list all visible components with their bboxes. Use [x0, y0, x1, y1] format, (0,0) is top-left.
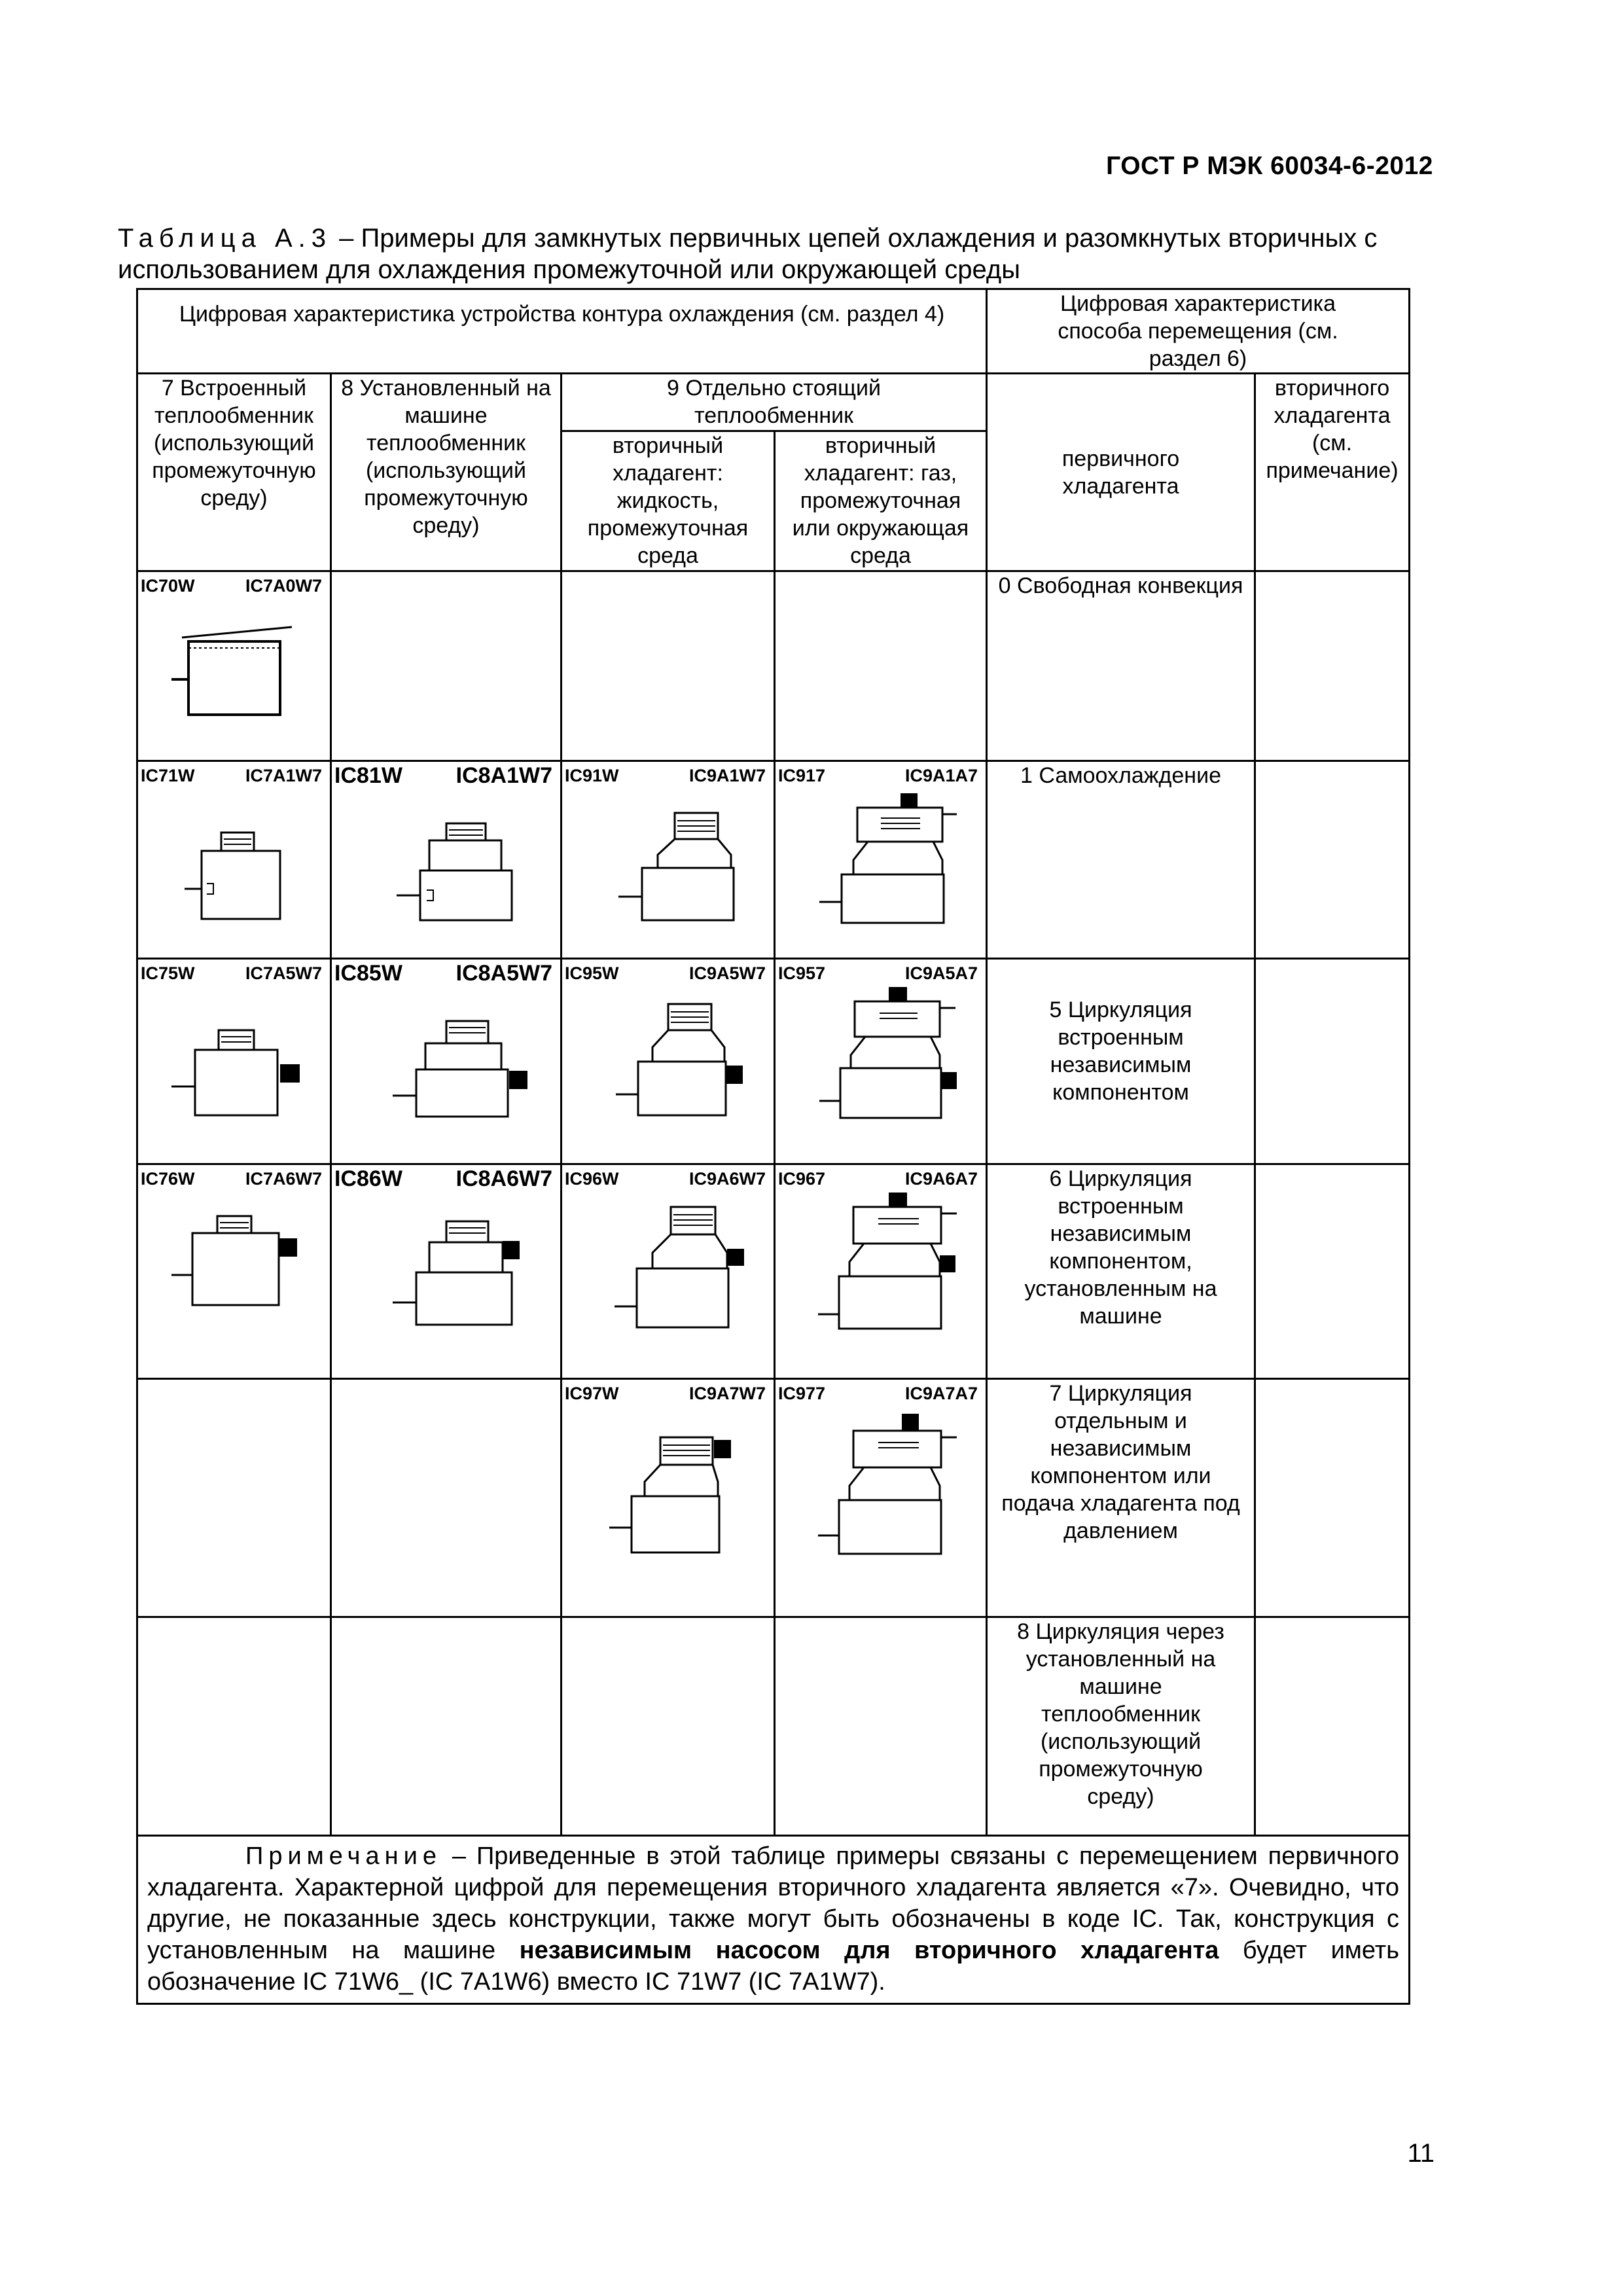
ic-code-pair — [138, 1165, 330, 1190]
document-header: ГОСТ Р МЭК 60034-6-2012 — [1106, 152, 1433, 180]
ic-code-full: IC7A1W7 — [245, 766, 322, 785]
cell-ic76w — [137, 1164, 331, 1379]
table-caption-label: Таблица А.3 — [118, 224, 332, 253]
machine-diagram-icon — [590, 984, 747, 1128]
empty-cell — [137, 1617, 331, 1836]
ic-code-full: IC8A5W7 — [455, 961, 552, 986]
ic-code-pair — [562, 762, 774, 787]
head-movement-method: Цифровая характеристика способа перемещения (см. раздел 6) — [987, 289, 1410, 374]
cell-ic977 — [775, 1379, 987, 1617]
empty-cell — [331, 1617, 562, 1836]
ic-code: IC977 — [778, 1384, 826, 1403]
ic-code-full: IC9A6W7 — [688, 1169, 766, 1189]
empty-cell — [1255, 761, 1410, 959]
col-secondary-header: вторичного хладагента (см. примечание) — [1255, 374, 1410, 571]
table-row — [137, 1617, 1410, 1836]
cell-ic97w — [562, 1379, 775, 1617]
ic-code: IC96W — [565, 1169, 619, 1189]
empty-cell — [562, 1617, 775, 1836]
ic-code: IC91W — [565, 766, 619, 785]
empty-cell — [1255, 1164, 1410, 1379]
cell-ic70w — [137, 571, 331, 761]
empty-cell — [137, 1379, 331, 1617]
cell-ic957 — [775, 959, 987, 1164]
mode-7: 7 Циркуляция отдельным и независимым компонентом или подача хладагента под давлением — [987, 1379, 1255, 1617]
machine-diagram-icon — [169, 787, 300, 931]
empty-cell — [331, 1379, 562, 1617]
mode-0: 0 Свободная конвекция — [987, 571, 1255, 761]
cell-ic917 — [775, 761, 987, 959]
mode-5: 5 Циркуляция встроенным независимым компонентом — [987, 959, 1255, 1164]
ic-code-full: IC9A7A7 — [904, 1384, 978, 1403]
note-label: Примечание — [245, 1842, 442, 1870]
table-row — [137, 1379, 1410, 1617]
ic-code-pair — [138, 762, 330, 787]
machine-diagram-icon — [590, 1405, 747, 1562]
ic-code: IC85W — [334, 961, 402, 986]
ic-code-pair — [562, 960, 774, 984]
ic-code-full: IC9A1A7 — [904, 766, 978, 785]
machine-diagram-icon — [368, 787, 525, 931]
ic-code-pair — [776, 960, 986, 984]
note-text-1: – Приведенные в этой таблице примеры связаны с перемещением первичного хладагента. Характерной цифрой для перемещения вторичного хладагента является «7». Очевидно, что другие, не показанные здесь конструкции, также могут быть обозначены в коде IC. Так, конструкция с установленным на машине — [147, 1842, 1400, 1964]
machine-diagram-icon — [590, 787, 747, 931]
ic-code: IC967 — [778, 1169, 826, 1189]
table-note — [137, 1836, 1410, 2004]
machine-diagram-icon — [361, 984, 531, 1128]
empty-cell — [1255, 1617, 1410, 1836]
cell-ic91w — [562, 761, 775, 959]
machine-diagram-icon — [802, 787, 959, 931]
table-row — [137, 959, 1410, 1164]
ic-code: IC95W — [565, 963, 619, 983]
ic-code-full: IC9A1W7 — [688, 766, 766, 785]
machine-diagram-icon — [361, 1190, 531, 1340]
cell-ic86w — [331, 1164, 562, 1379]
ic-code-full: IC8A1W7 — [455, 763, 552, 788]
empty-cell — [331, 571, 562, 761]
empty-cell — [1255, 959, 1410, 1164]
col-9a-header: вторичный хладагент: жидкость, промежуточная среда — [562, 431, 775, 571]
ic-code-full: IC7A6W7 — [245, 1169, 322, 1189]
ic-code-full: IC7A0W7 — [245, 576, 322, 596]
ic-code-full: IC9A5W7 — [688, 963, 766, 983]
mode-6: 6 Циркуляция встроенным независимым компонентом, установленным на машине — [987, 1164, 1255, 1379]
empty-cell — [1255, 1379, 1410, 1617]
cell-ic81w — [331, 761, 562, 959]
empty-cell — [775, 1617, 987, 1836]
cooling-methods-table — [136, 288, 1410, 2005]
cell-ic75w — [137, 959, 331, 1164]
table-row — [137, 571, 1410, 761]
ic-code-full: IC9A6A7 — [904, 1169, 978, 1189]
machine-diagram-icon — [169, 597, 300, 728]
ic-code: IC86W — [334, 1166, 402, 1191]
ic-code: IC81W — [334, 763, 402, 788]
empty-cell — [562, 571, 775, 761]
ic-code-pair — [138, 572, 330, 597]
note-bold: независимым насосом для вторичного хладагента — [519, 1937, 1219, 1964]
cell-ic71w — [137, 761, 331, 959]
ic-code-pair — [332, 762, 560, 787]
table-row — [137, 761, 1410, 959]
ic-code: IC957 — [778, 963, 826, 983]
col-7-header: 7 Встроенный теплообменник (использующий промежуточную среду) — [137, 374, 331, 571]
machine-diagram-icon — [156, 984, 313, 1128]
cell-ic85w — [331, 959, 562, 1164]
ic-code-pair — [562, 1380, 774, 1405]
machine-diagram-icon — [802, 1190, 959, 1340]
col-primary-header: первичного хладагента — [987, 374, 1255, 571]
mode-8: 8 Циркуляция через установленный на машине теплообменник (использующий промежуточную среду) — [987, 1617, 1255, 1836]
note-text-2: будет иметь обозначение IC 71W6_ (IC 7A1W6) вместо IC 71W7 (IC 7A1W7). — [147, 1937, 1400, 1996]
cell-ic96w — [562, 1164, 775, 1379]
mode-1: 1 Самоохлаждение — [987, 761, 1255, 959]
machine-diagram-icon — [802, 984, 959, 1128]
ic-code-full: IC9A5A7 — [904, 963, 978, 983]
ic-code-full: IC8A6W7 — [455, 1166, 552, 1191]
ic-code: IC70W — [141, 576, 195, 596]
ic-code-pair — [332, 960, 560, 984]
empty-cell — [1255, 571, 1410, 761]
page-number: 11 — [1407, 2139, 1435, 2168]
table-caption-text: – Примеры для замкнутых первичных цепей охлаждения и разомкнутых вторичных с использованием для охлаждения промежуточной или окружающей среды — [118, 224, 1378, 284]
cell-ic95w — [562, 959, 775, 1164]
empty-cell — [775, 571, 987, 761]
ic-code-pair — [776, 762, 986, 787]
ic-code-pair — [562, 1165, 774, 1190]
table-caption — [118, 223, 1440, 285]
col-9b-header: вторичный хладагент: газ, промежуточная или окружающая среда — [775, 431, 987, 571]
machine-diagram-icon — [802, 1405, 959, 1562]
machine-diagram-icon — [156, 1190, 313, 1334]
ic-code-pair — [332, 1165, 560, 1190]
col-9-header: 9 Отдельно стоящий теплообменник — [562, 374, 987, 431]
head-cooling-circuit: Цифровая характеристика устройства контура охлаждения (см. раздел 4) — [137, 289, 987, 374]
ic-code-full: IC7A5W7 — [245, 963, 322, 983]
table-row — [137, 1164, 1410, 1379]
ic-code: IC917 — [778, 766, 826, 785]
col-8-header: 8 Установленный на машине теплообменник (использующий промежуточную среду) — [331, 374, 562, 571]
ic-code: IC97W — [565, 1384, 619, 1403]
ic-code-pair — [776, 1380, 986, 1405]
machine-diagram-icon — [590, 1190, 747, 1340]
cell-ic967 — [775, 1164, 987, 1379]
ic-code: IC71W — [141, 766, 195, 785]
ic-code: IC75W — [141, 963, 195, 983]
ic-code-pair — [138, 960, 330, 984]
ic-code: IC76W — [141, 1169, 195, 1189]
ic-code-full: IC9A7W7 — [688, 1384, 766, 1403]
ic-code-pair — [776, 1165, 986, 1190]
